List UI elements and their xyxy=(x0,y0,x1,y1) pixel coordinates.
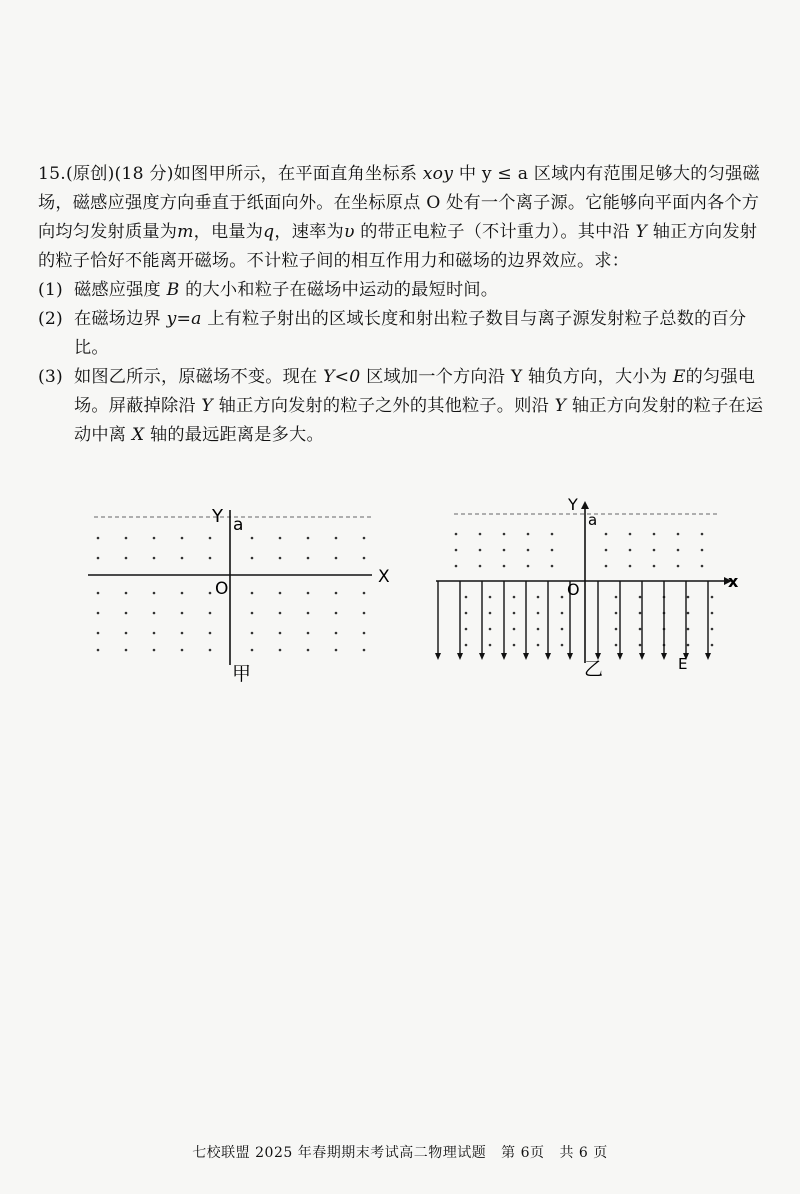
label-y: Y xyxy=(212,506,223,527)
footer-exam-title: 七校联盟 2025 年春期期末考试高二物理试题 xyxy=(192,1145,487,1161)
label-e: E xyxy=(678,655,688,673)
field-dot xyxy=(639,612,642,615)
field-dot xyxy=(335,592,338,595)
page-footer xyxy=(0,1142,800,1162)
var-E: E xyxy=(672,367,686,387)
label-a: a xyxy=(588,511,598,529)
question-15 xyxy=(38,160,766,450)
field-dot xyxy=(363,649,366,652)
field-dot xyxy=(653,565,656,568)
sub-question-text xyxy=(74,363,766,450)
part-text: 磁感应强度 xyxy=(74,280,161,300)
field-dot xyxy=(537,644,540,647)
field-dot xyxy=(615,596,618,599)
sub-question-3 xyxy=(38,363,766,450)
label-x: x xyxy=(728,572,739,591)
field-dot xyxy=(479,533,482,536)
field-dot xyxy=(209,632,212,635)
field-dot xyxy=(279,592,282,595)
footer-page-number: 第 6页 xyxy=(501,1145,545,1161)
figure-jia-svg xyxy=(80,500,400,690)
field-arrow-icon xyxy=(617,653,623,660)
part-text: 轴正方向发射的粒子之外的其他粒子。则沿 xyxy=(218,396,549,416)
field-dot xyxy=(307,557,310,560)
field-dot xyxy=(615,612,618,615)
field-dot xyxy=(125,649,128,652)
label-a: a xyxy=(233,515,244,535)
var-B: B xyxy=(166,280,180,300)
field-arrow-icon xyxy=(523,653,529,660)
field-dot xyxy=(711,596,714,599)
field-dot xyxy=(701,565,704,568)
field-dot xyxy=(335,612,338,615)
intro-text: ，速率为 xyxy=(274,222,344,242)
field-dot xyxy=(307,537,310,540)
var-v: υ xyxy=(343,222,355,242)
field-dot xyxy=(209,592,212,595)
field-dot xyxy=(125,557,128,560)
field-dot xyxy=(335,632,338,635)
field-dot xyxy=(97,632,100,635)
field-dot xyxy=(629,533,632,536)
question-number: 15. xyxy=(38,164,66,184)
field-dot xyxy=(153,632,156,635)
field-dot xyxy=(251,649,254,652)
field-dot xyxy=(677,565,680,568)
field-dot xyxy=(513,628,516,631)
label-origin: O xyxy=(567,580,580,599)
y-axis-arrow-icon xyxy=(581,501,589,509)
field-dot xyxy=(639,596,642,599)
field-dot xyxy=(97,557,100,560)
field-dot xyxy=(307,649,310,652)
field-arrow-icon xyxy=(639,653,645,660)
field-dot xyxy=(363,612,366,615)
intro-text: 轴正方向发射的粒子恰好不能离开磁场。不计粒子间的相互作用力和磁场的边界效应。求： xyxy=(38,222,758,271)
field-dot xyxy=(561,596,564,599)
field-dot xyxy=(639,628,642,631)
field-arrow-icon xyxy=(457,653,463,660)
field-dot xyxy=(209,557,212,560)
sub-question-number: (2) xyxy=(38,309,63,329)
field-dot xyxy=(125,632,128,635)
field-arrow-icon xyxy=(705,653,711,660)
field-arrow-icon xyxy=(479,653,485,660)
field-dot xyxy=(513,596,516,599)
field-dot xyxy=(537,612,540,615)
field-dot xyxy=(489,628,492,631)
field-dot xyxy=(181,649,184,652)
field-dot xyxy=(561,644,564,647)
sub-question-number: (1) xyxy=(38,280,63,300)
part-text: 轴的最远距离是多大。 xyxy=(149,425,324,445)
var-Y: Y xyxy=(635,222,648,242)
field-dot xyxy=(527,565,530,568)
field-dot xyxy=(465,612,468,615)
part-text: 上有粒子射出的区域长度和射出粒子数目与离子源发射粒子总数的百分比。 xyxy=(74,309,747,358)
field-dot xyxy=(701,533,704,536)
field-dot xyxy=(677,549,680,552)
sub-question-1 xyxy=(38,276,766,305)
sub-question-number: (3) xyxy=(38,367,63,387)
field-dot xyxy=(251,632,254,635)
field-dot xyxy=(629,565,632,568)
field-dot xyxy=(527,549,530,552)
field-dot xyxy=(639,644,642,647)
field-dot xyxy=(711,628,714,631)
intro-text: 的带正电粒子（不计重力）。其中沿 xyxy=(360,222,630,242)
field-dot xyxy=(513,644,516,647)
var-Y: Y xyxy=(201,396,213,416)
field-dot xyxy=(629,549,632,552)
field-dot xyxy=(307,632,310,635)
part-text: 的匀强电场。屏蔽掉除沿 xyxy=(74,367,756,416)
sub-question-2 xyxy=(38,305,766,363)
var-m: m xyxy=(177,222,194,242)
field-dot xyxy=(479,565,482,568)
field-dot xyxy=(551,549,554,552)
field-dot xyxy=(551,533,554,536)
field-dot xyxy=(335,557,338,560)
magnetic-field-dots xyxy=(455,533,714,647)
question-tag-original: (原创) xyxy=(65,164,115,184)
question-intro xyxy=(38,160,766,276)
var-xoy: xoy xyxy=(422,164,454,184)
field-dot xyxy=(561,612,564,615)
field-dot xyxy=(279,557,282,560)
field-dot xyxy=(153,537,156,540)
field-dot xyxy=(479,549,482,552)
field-dot xyxy=(489,644,492,647)
field-dot xyxy=(687,628,690,631)
field-dot xyxy=(489,596,492,599)
field-dot xyxy=(279,612,282,615)
field-dot xyxy=(561,628,564,631)
field-dot xyxy=(363,557,366,560)
field-arrow-icon xyxy=(501,653,507,660)
field-dot xyxy=(97,537,100,540)
part-text: 的大小和粒子在磁场中运动的最短时间。 xyxy=(185,280,499,300)
field-dot xyxy=(153,592,156,595)
figure-caption: 乙 xyxy=(584,658,604,680)
field-dot xyxy=(181,632,184,635)
field-dot xyxy=(125,537,128,540)
field-dot xyxy=(503,565,506,568)
field-dot xyxy=(677,533,680,536)
field-dot xyxy=(209,612,212,615)
field-dot xyxy=(335,537,338,540)
field-dot xyxy=(153,649,156,652)
field-dot xyxy=(465,628,468,631)
field-dot xyxy=(687,596,690,599)
figure-yi xyxy=(430,495,750,689)
field-dot xyxy=(513,612,516,615)
field-dot xyxy=(701,549,704,552)
footer-total-pages: 共 6 页 xyxy=(559,1145,608,1161)
field-dot xyxy=(125,612,128,615)
field-dot xyxy=(605,565,608,568)
field-dot xyxy=(465,644,468,647)
intro-text: 如图甲所示，在平面直角坐标系 xyxy=(173,164,418,184)
field-dot xyxy=(615,644,618,647)
field-dot xyxy=(279,537,282,540)
field-dot xyxy=(363,592,366,595)
field-dot xyxy=(125,592,128,595)
field-dot xyxy=(181,557,184,560)
field-dot xyxy=(537,628,540,631)
field-dot xyxy=(605,549,608,552)
figure-caption: 甲 xyxy=(232,663,252,685)
field-dot xyxy=(307,592,310,595)
figure-yi-svg xyxy=(430,495,750,685)
field-dot xyxy=(307,612,310,615)
var-X: X xyxy=(131,425,145,445)
intro-text: 中 y ≤ a 区域内有范围足够大的匀强磁场，磁感应强度方向垂直于纸面向外。在坐标原点 O 处有一个离子源。它能够向平面内各个方向均匀发射质量为 xyxy=(38,164,760,242)
field-dot xyxy=(181,612,184,615)
field-arrow-icon xyxy=(661,653,667,660)
field-dot xyxy=(97,612,100,615)
field-dot xyxy=(653,549,656,552)
field-dot xyxy=(153,612,156,615)
field-dot xyxy=(251,537,254,540)
sub-question-text xyxy=(74,276,766,305)
field-dot xyxy=(97,649,100,652)
intro-text: ，电量为 xyxy=(193,222,264,242)
field-dot xyxy=(279,649,282,652)
field-arrow-icon xyxy=(435,653,441,660)
field-dot xyxy=(455,565,458,568)
field-dot xyxy=(465,596,468,599)
label-x: X xyxy=(378,567,390,587)
field-dot xyxy=(615,628,618,631)
field-dot xyxy=(251,557,254,560)
var-Y-lt-0: Y<0 xyxy=(323,367,361,387)
field-dot xyxy=(687,644,690,647)
field-dot xyxy=(551,565,554,568)
field-dot xyxy=(711,644,714,647)
field-dot xyxy=(687,612,690,615)
field-dot xyxy=(455,549,458,552)
field-dot xyxy=(653,533,656,536)
question-tag-points: (18 分) xyxy=(114,164,174,184)
field-dot xyxy=(489,612,492,615)
field-dot xyxy=(209,649,212,652)
field-dot xyxy=(537,596,540,599)
field-arrow-icon xyxy=(567,653,573,660)
part-text: 在磁场边界 xyxy=(74,309,161,329)
field-dot xyxy=(153,557,156,560)
field-dot xyxy=(363,632,366,635)
field-dot xyxy=(711,612,714,615)
field-dot xyxy=(251,612,254,615)
field-dot xyxy=(279,632,282,635)
figure-jia xyxy=(80,500,400,694)
part-text: 如图乙所示，原磁场不变。现在 xyxy=(74,367,318,387)
var-q: q xyxy=(263,222,275,242)
field-dot xyxy=(251,592,254,595)
field-dot xyxy=(335,649,338,652)
field-dot xyxy=(605,533,608,536)
part-text: 轴正方向发射的粒子在运动中离 xyxy=(74,396,764,445)
var-y-eq-a: y=a xyxy=(166,309,202,329)
var-Y: Y xyxy=(554,396,567,416)
label-y: Y xyxy=(568,495,578,514)
field-dot xyxy=(97,592,100,595)
sub-question-text xyxy=(74,305,766,363)
magnetic-field-dots xyxy=(97,537,366,652)
field-dot xyxy=(181,592,184,595)
field-dot xyxy=(455,533,458,536)
field-arrow-icon xyxy=(545,653,551,660)
field-dot xyxy=(503,533,506,536)
field-dot xyxy=(527,533,530,536)
part-text: 区域加一个方向沿 Y 轴负方向，大小为 xyxy=(366,367,668,387)
field-dot xyxy=(209,537,212,540)
field-dot xyxy=(363,537,366,540)
field-dot xyxy=(503,549,506,552)
label-origin: O xyxy=(215,579,229,599)
field-dot xyxy=(181,537,184,540)
